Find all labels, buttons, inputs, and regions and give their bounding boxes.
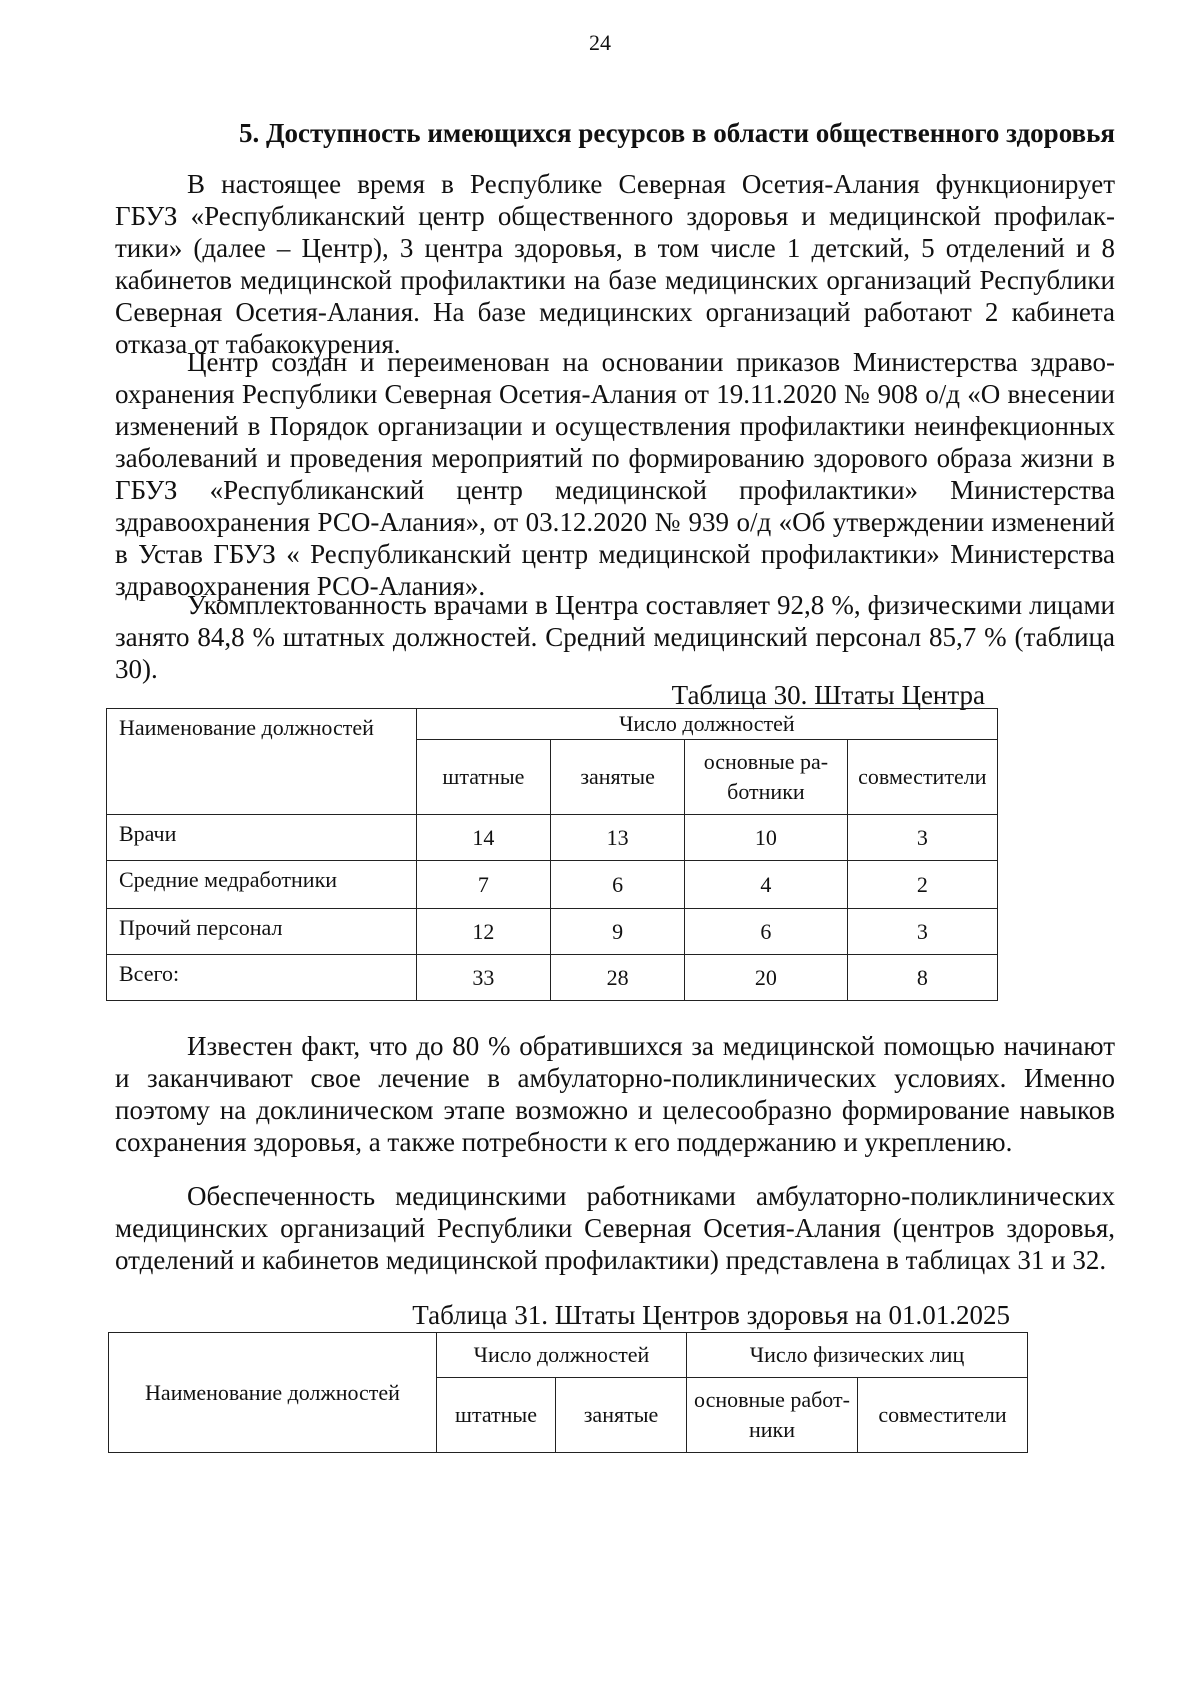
paragraph-2: Центр создан и переименован на основании приказов Министерства здравоохранения Республики Северная Осетия-Алания от 19.11.2020 № 908 о/д «О внесении изменений в Порядок организации и осуществления профилактики неинфекционных заболеваний и проведения мероприятий по формированию здорового образа жизни в ГБУЗ «Республиканский центр медицинской профилактики» Министерства здравоохранения РСО-Алания», от 03.12.2020 № 939 о/д «Об утверждении изменений в Устав ГБУЗ « Республиканский центр медицинской профилактики» Министерства здравоохранения РСО-Алания». <box>115 347 1115 601</box>
table-row <box>107 861 998 909</box>
cell: 4 <box>685 861 847 909</box>
row-name: Прочий персонал <box>107 909 417 955</box>
table-row <box>107 815 998 861</box>
paragraph-4: Известен факт, что до 80 % обратившихся за медицинской помощью начинают и заканчивают свое лечение в амбулаторно-поликлинических условиях. Именно поэтому на доклиническом этапе возможно и целесообразно формирование навыков сохранения здоровья, а также потребности к его поддержанию и укреплению. <box>115 1031 1115 1157</box>
page-number: 24 <box>589 30 611 55</box>
cell: 10 <box>685 815 847 861</box>
row-name: Средние медработники <box>107 861 417 909</box>
cell: 13 <box>550 815 684 861</box>
table30-header-col-1: штатные <box>416 740 550 815</box>
table31-header-col-1: штатные <box>437 1378 556 1453</box>
cell: 6 <box>550 861 684 909</box>
section-heading: 5. Доступность имеющихся ресурсов в области общественного здоровья <box>238 118 1115 148</box>
cell: 3 <box>847 909 997 955</box>
table31-header-name: Наименование должностей <box>109 1333 437 1453</box>
table30-header-col-4: совместители <box>847 740 997 815</box>
paragraph-5: Обеспеченность медицинскими работниками амбулаторно-поликлинических медицинских организаций Республики Северная Осетия-Алания (центров здоровья, отделений и кабинетов медицинской профилактики) представлена в таблицах 31 и 32. <box>115 1181 1115 1275</box>
cell: 3 <box>847 815 997 861</box>
row-name: Врачи <box>107 815 417 861</box>
row-name: Всего: <box>107 955 417 1001</box>
cell: 28 <box>550 955 684 1001</box>
table31-header-col-3: основные работники <box>687 1378 858 1453</box>
cell: 9 <box>550 909 684 955</box>
table31-header-col-2: занятые <box>556 1378 687 1453</box>
table30-header-col-3: основные работники <box>685 740 847 815</box>
paragraph-1: В настоящее время в Республике Северная Осетия-Алания функционирует ГБУЗ «Республиканский центр общественного здоровья и медицинской профилактики» (далее – Центр), 3 центра здоровья, в том числе 1 детский, 5 отделений и 8 кабинетов медицинской профилактики на базе медицинских организаций Республики Северная Осетия-Алания. На базе медицинских организаций работают 2 кабинета отказа от табакокурения. <box>115 169 1115 359</box>
cell: 20 <box>685 955 847 1001</box>
cell: 12 <box>416 909 550 955</box>
table31-caption: Таблица 31. Штаты Центров здоровья на 01.01.2025 <box>412 1300 1010 1330</box>
cell: 6 <box>685 909 847 955</box>
table30 <box>106 708 998 1001</box>
table30-header-name: Наименование должностей <box>107 709 417 815</box>
cell: 7 <box>416 861 550 909</box>
cell: 33 <box>416 955 550 1001</box>
table31 <box>108 1332 1028 1453</box>
table-row <box>107 909 998 955</box>
table31-header-group-1: Число должностей <box>437 1333 687 1378</box>
table30-caption: Таблица 30. Штаты Центра <box>671 680 985 710</box>
table30-header-col-2: занятые <box>550 740 684 815</box>
cell: 2 <box>847 861 997 909</box>
table-row <box>107 955 998 1001</box>
paragraph-3: Укомплектованность врачами в Центра составляет 92,8 %, физическими лицами занято 84,8 % штатных должностей. Средний медицинский персонал 85,7 % (таблица 30). <box>115 590 1115 684</box>
table31-header-group-2: Число физических лиц <box>687 1333 1028 1378</box>
table31-header-col-4: совместители <box>858 1378 1028 1453</box>
cell: 8 <box>847 955 997 1001</box>
cell: 14 <box>416 815 550 861</box>
table30-header-group: Число должностей <box>416 709 997 740</box>
